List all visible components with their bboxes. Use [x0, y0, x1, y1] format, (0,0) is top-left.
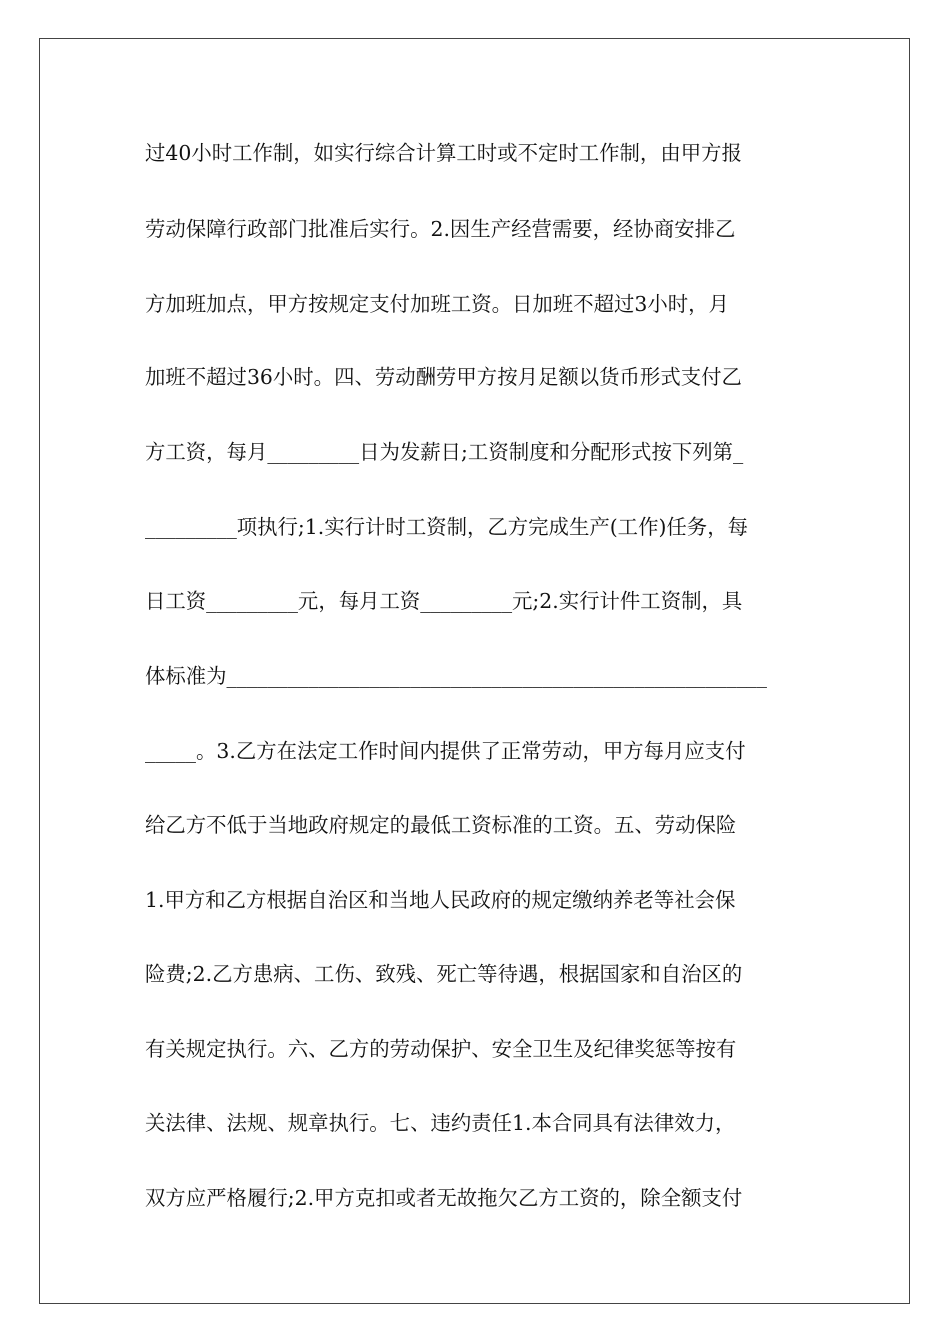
body-line-4: 加班不超过36小时。四、劳动酬劳甲方按月足额以货币形式支付乙 [145, 365, 742, 389]
body-line-1: 过40小时工作制，如实行综合计算工时或不定时工作制，由甲方报 [145, 141, 742, 165]
body-line-7: 日工资_________元，每月工资_________元;2.实行计件工资制，具 [145, 589, 743, 613]
body-line-14: 关法律、法规、规章执行。七、违约责任1.本合同具有法律效力， [145, 1111, 736, 1135]
body-line-6: _________项执行;1.实行计时工资制，乙方完成生产(工作)任务，每 [145, 515, 748, 539]
body-line-9: _____。3.乙方在法定工作时间内提供了正常劳动，甲方每月应支付 [145, 739, 746, 763]
body-line-8: 体标准为_____________________________________________________ [145, 664, 767, 688]
body-line-10: 给乙方不低于当地政府规定的最低工资标准的工资。五、劳动保险 [145, 813, 737, 837]
body-line-5: 方工资，每月_________日为发薪日;工资制度和分配形式按下列第_ [145, 440, 744, 464]
body-line-3: 方加班加点，甲方按规定支付加班工资。日加班不超过3小时，月 [145, 292, 729, 316]
body-line-15: 双方应严格履行;2.甲方克扣或者无故拖欠乙方工资的，除全额支付 [145, 1186, 743, 1210]
body-line-13: 有关规定执行。六、乙方的劳动保护、安全卫生及纪律奖惩等按有 [145, 1037, 737, 1061]
body-line-11: 1.甲方和乙方根据自治区和当地人民政府的规定缴纳养老等社会保 [145, 888, 736, 912]
body-line-2: 劳动保障行政部门批准后实行。2.因生产经营需要，经协商安排乙 [145, 217, 736, 241]
body-line-12: 险费;2.乙方患病、工伤、致残、死亡等待遇，根据国家和自治区的 [145, 962, 743, 986]
